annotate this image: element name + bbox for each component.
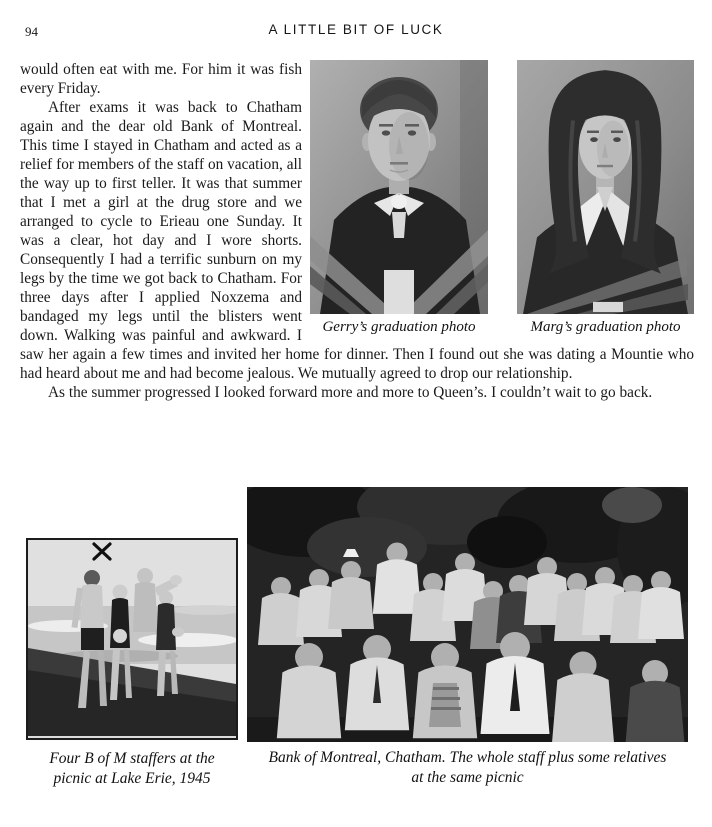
- beach-caption-line1: Four B of M staffers at the: [49, 750, 215, 767]
- group-caption-line2: at the same picnic: [411, 769, 524, 786]
- article-text: [20, 60, 694, 402]
- page-number: 94: [25, 24, 38, 39]
- portrait-photos-block: [310, 60, 694, 336]
- beach-photo-figure: [26, 538, 238, 789]
- beach-photo-caption: [26, 749, 238, 789]
- marg-portrait-photo: [517, 60, 694, 314]
- gerry-portrait-figure: [310, 60, 488, 336]
- group-photo: [247, 487, 688, 742]
- marg-portrait-caption: Marg’s graduation photo: [530, 319, 681, 335]
- group-caption-line1: Bank of Montreal, Chatham. The whole staff plus some relatives: [268, 749, 667, 766]
- paragraph-2: After exams it was back to Chatham again and the dear old Bank of Montreal. This time I stayed in Chatham and acted as a relief for members of the staff on vacation, all the way up to first teller. It was that summer that I met a girl at the drug store and we arranged to cycle to Erieau one Sunday. It was a clear, hot day and I wore shorts. Consequently I had a terrific sunburn on my legs by the time we got back to Chatham. For three days after I applied Noxzema and bandaged my legs until the blisters went down. Walking was painful and awkward. I saw her again a few times and invited her home for dinner. Then I found out she was dating a Mountie who had heard about me and had become jealous. We mutually agreed to drop our relationship.: [20, 99, 694, 382]
- group-photo-caption: [247, 748, 688, 788]
- marg-portrait-figure: [517, 60, 694, 336]
- paragraph-3: As the summer progressed I looked forward more and more to Queen’s. I couldn’t wait to go back.: [48, 384, 653, 401]
- running-header: A LITTLE BIT OF LUCK: [268, 22, 444, 37]
- group-photo-figure: [247, 487, 688, 788]
- paragraph-1: would often eat with me. For him it was fish every Friday.: [20, 61, 302, 97]
- beach-caption-line2: picnic at Lake Erie, 1945: [53, 770, 211, 787]
- gerry-portrait-caption: Gerry’s graduation photo: [322, 319, 476, 335]
- beach-photo: [26, 538, 238, 740]
- gerry-portrait-photo: [310, 60, 488, 314]
